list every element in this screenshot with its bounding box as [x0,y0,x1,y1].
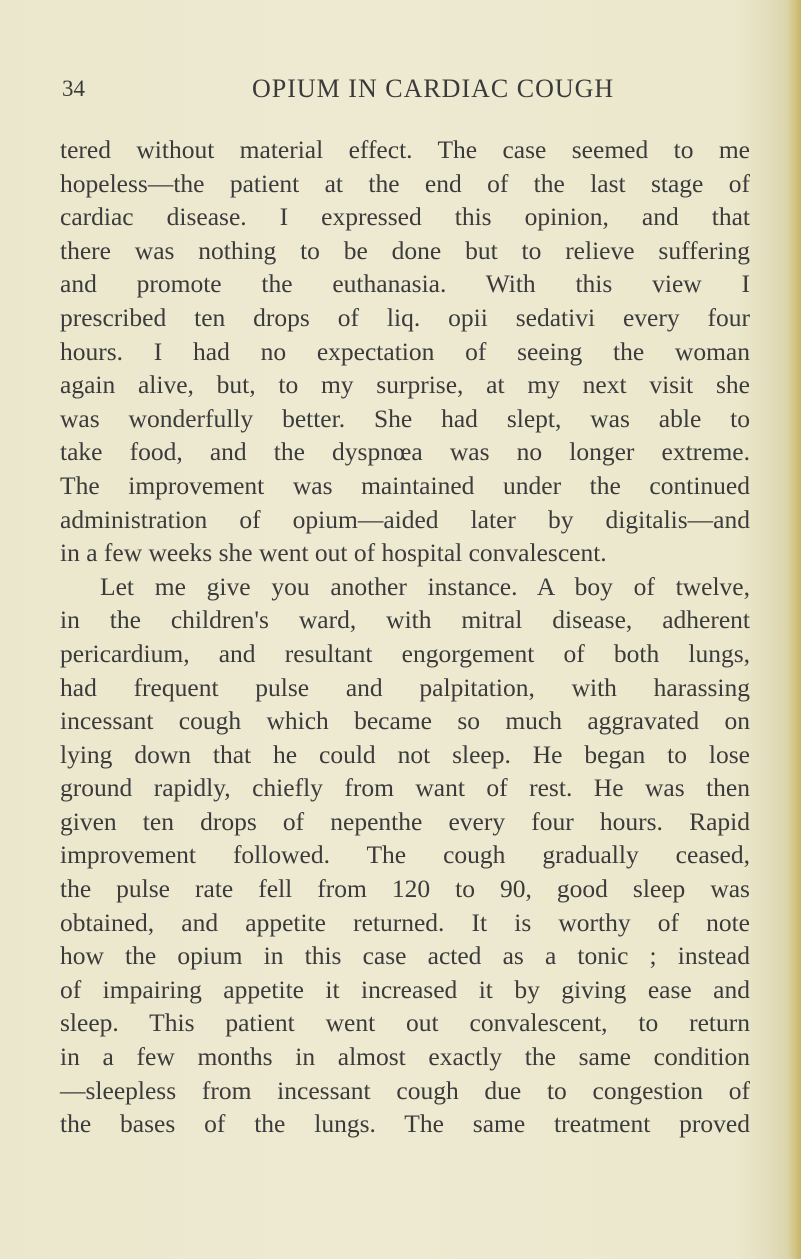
text-line: tered without material effect. The case seemed to me [60,135,750,164]
text-line: how the opium in this case acted as a tonic ; instead [60,941,750,971]
text-line: incessant cough which became so much aggravated on [60,706,750,736]
text-line: given ten drops of nepenthe every four hours. Rapid [60,806,750,836]
text-line: the pulse rate fell from 120 to 90, good sleep was [60,874,750,904]
text-line: the bases of the lungs. The same treatment proved [60,1109,750,1139]
text-line: again alive, but, to my surprise, at my next visit she [60,370,750,400]
text-line: Let me give you another instance. A boy of twelve, [100,571,750,601]
text-line: The improvement was maintained under the continued [60,470,750,500]
text-line: cardiac disease. I expressed this opinion, and that [60,202,750,232]
page-number: 34 [62,76,85,101]
text-line: in a few weeks she went out of hospital convalescent. [60,538,607,568]
text-line: improvement followed. The cough gradually ceased, [60,840,750,870]
page-edge-shadow [787,0,801,1259]
text-line: of impairing appetite it increased it by giving ease and [60,974,750,1004]
text-line: had frequent pulse and palpitation, with harassing [60,672,750,702]
text-line: there was nothing to be done but to relieve suffering [60,235,750,265]
text-line: was wonderfully better. She had slept, was able to [60,403,750,433]
text-line: take food, and the dyspnœa was no longer extreme. [60,437,750,467]
running-head: OPIUM IN CARDIAC COUGH [252,74,615,103]
text-line: lying down that he could not sleep. He began to lose [60,739,750,769]
text-line: prescribed ten drops of liq. opii sedativi every four [60,302,750,332]
text-line: pericardium, and resultant engorgement of both lungs, [60,638,750,668]
text-line: and promote the euthanasia. With this view I [60,269,750,299]
text-line: administration of opium—aided later by digitalis—and [60,504,750,534]
text-line: hopeless—the patient at the end of the last stage of [60,168,750,198]
text-line: hours. I had no expectation of seeing the woman [60,336,750,366]
text-line: —sleepless from incessant cough due to congestion of [60,1075,750,1105]
text-line: obtained, and appetite returned. It is worthy of note [60,907,750,937]
body-text [60,133,750,1141]
page-header [62,74,732,114]
text-line: sleep. This patient went out convalescent, to return [60,1008,750,1038]
text-line: ground rapidly, chiefly from want of rest. He was then [60,773,750,803]
text-line: in a few months in almost exactly the same condition [60,1042,750,1072]
text-line: in the children's ward, with mitral disease, adherent [60,605,750,635]
